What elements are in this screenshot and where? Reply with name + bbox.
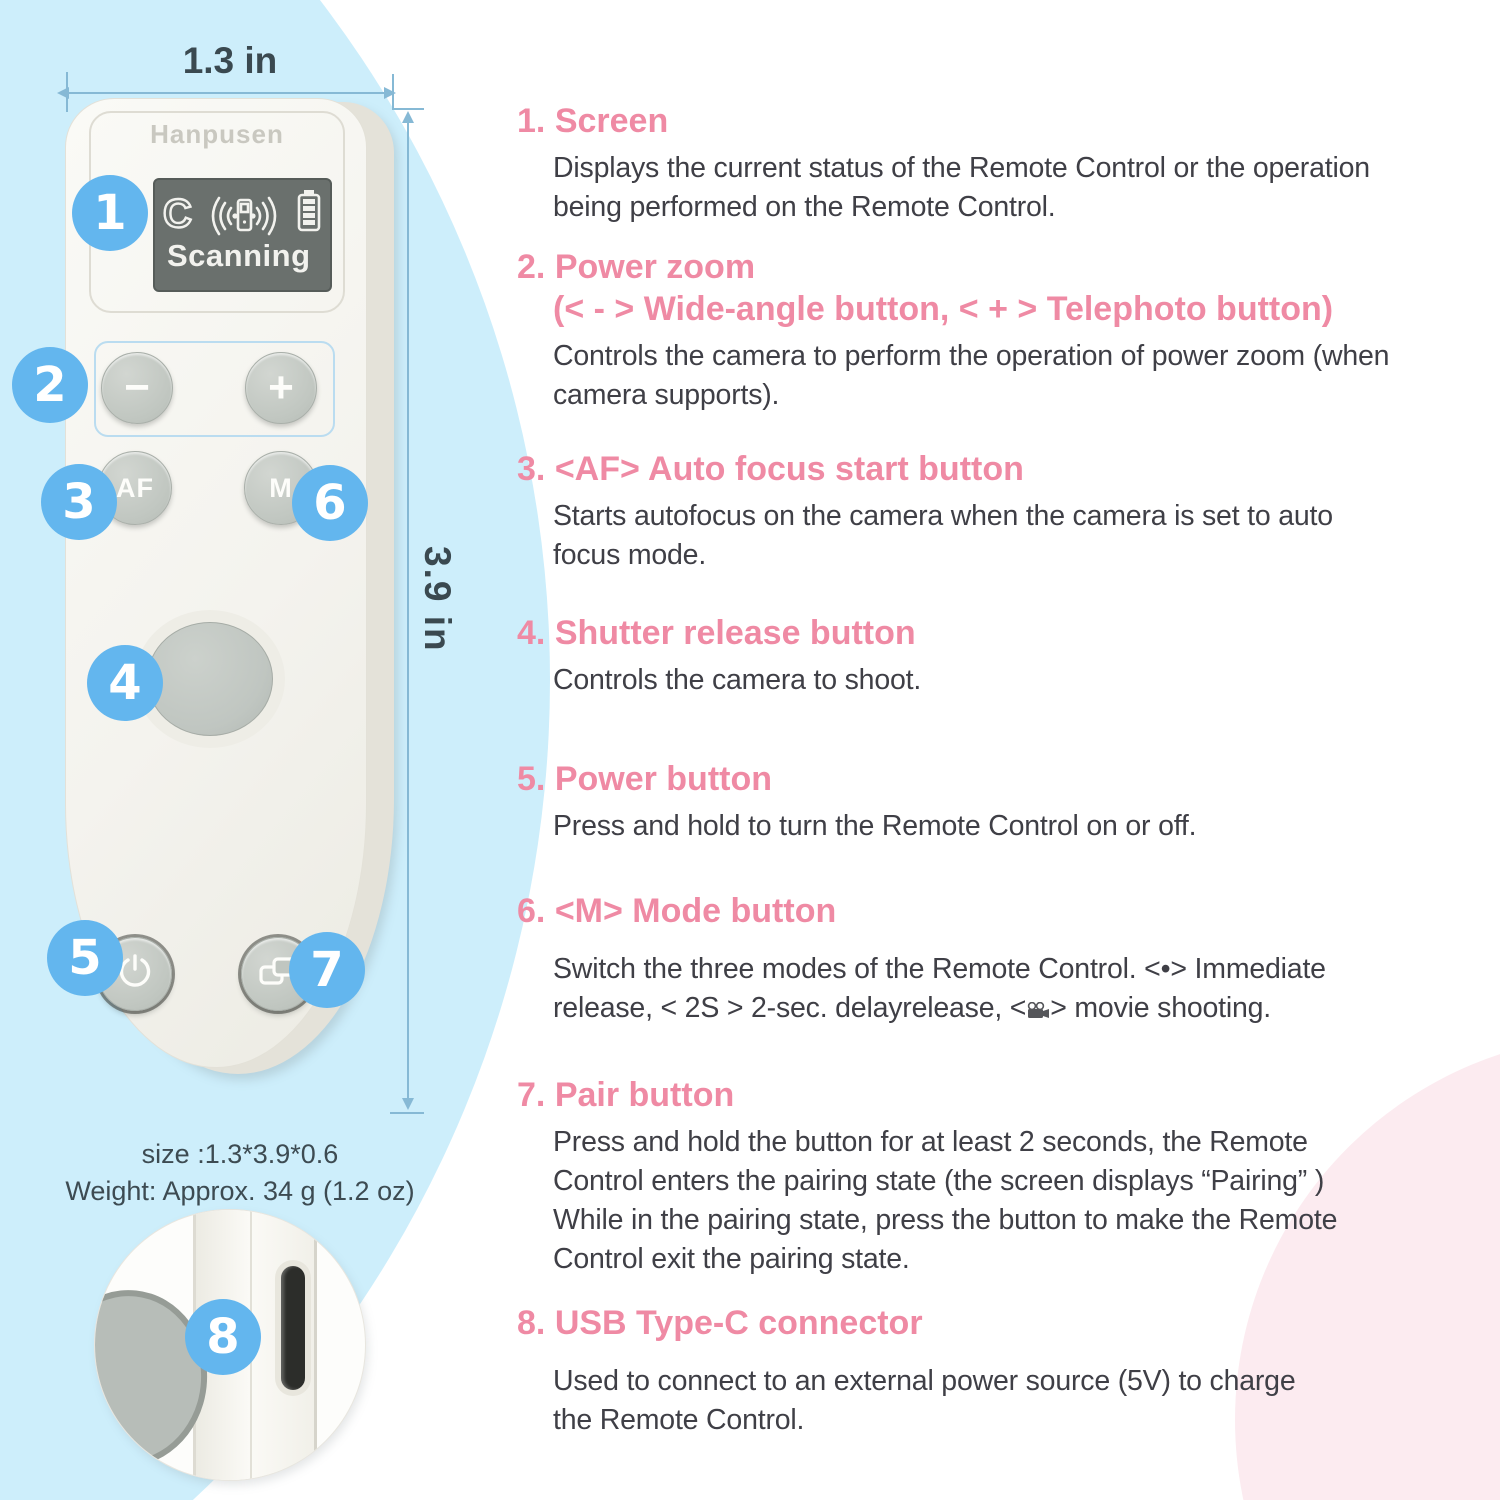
callout-2-power-zoom: 2: [12, 347, 88, 423]
section-af: [517, 448, 1397, 575]
plus-icon: +: [268, 363, 294, 412]
arrow-up-icon: [402, 111, 414, 123]
section-shutter: [517, 612, 1397, 700]
battery-icon: [297, 190, 321, 237]
section-body: Starts autofocus on the camera when the camera is set to auto focus mode.: [553, 500, 1333, 571]
section-body: Displays the current status of the Remote Control or the operation being performed on the Remote Control.: [553, 152, 1370, 223]
section-body: Used to connect to an external power source (5V) to charge the Remote Control.: [553, 1365, 1296, 1436]
usb-type-c-port: [281, 1266, 305, 1390]
wide-angle-button: [101, 352, 173, 424]
section-heading: 8. USB Type-C connector: [517, 1304, 923, 1342]
af-button-label: AF: [116, 472, 154, 503]
mode-button-label: M: [269, 472, 293, 503]
section-body: Switch the three modes of the Remote Control. <•> Immediate release, < 2S > 2-sec. delayrelease, < > movie shooting.: [517, 950, 1397, 1030]
callout-1-screen: 1: [72, 175, 148, 251]
section-heading: 2. Power zoom: [517, 248, 756, 286]
height-dimension-label: 3.9 in: [417, 546, 458, 653]
section-body: Press and hold to turn the Remote Control on or off.: [553, 810, 1197, 842]
callout-6-mode: 6: [292, 465, 368, 541]
section-screen: [517, 100, 1397, 227]
arrow-right-icon: [384, 87, 396, 99]
screen-status-text: Scanning: [167, 238, 311, 273]
shutter-release-button: [147, 622, 273, 736]
height-dimension-line: [407, 113, 409, 1105]
width-dimension-label: 1.3 in: [182, 40, 278, 81]
section-heading: 1. Screen: [517, 102, 669, 140]
brand-label: Hanpusen: [150, 119, 284, 149]
section-body: Controls the camera to shoot.: [553, 664, 922, 696]
arrow-left-icon: [57, 87, 69, 99]
section-mode: [517, 890, 1397, 1030]
section-subheading: (< - > Wide-angle button, < + > Telephoto button): [553, 290, 1334, 328]
section-heading: 7. Pair button: [517, 1076, 735, 1114]
section-heading: 6. <M> Mode button: [517, 892, 837, 930]
dimension-tick: [390, 1112, 424, 1114]
section-usb: [517, 1302, 1337, 1440]
camera-mode-letter: C: [163, 192, 192, 236]
movie-camera-icon: [1026, 991, 1050, 1030]
width-dimension-line: [69, 92, 393, 94]
size-line: size :1.3*3.9*0.6: [141, 1139, 339, 1169]
wireless-pairing-icon: [205, 194, 283, 243]
section-body: Press and hold the button for at least 2 seconds, the Remote Control enters the pairing state (the screen displays “Pairing” ) While in the pairing state, press the button to make the Remote Control exit the pairing state.: [553, 1126, 1338, 1275]
callout-7-pair: 7: [289, 932, 365, 1008]
section-heading: 5. Power button: [517, 760, 773, 798]
section-heading: 4. Shutter release button: [517, 614, 916, 652]
arrow-down-icon: [402, 1098, 414, 1110]
telephoto-button: [245, 352, 317, 424]
section-power-zoom: [517, 246, 1397, 415]
callout-8-usb: 8: [185, 1299, 261, 1375]
spec-note: [55, 1136, 425, 1210]
section-heading: 3. <AF> Auto focus start button: [517, 450, 1024, 488]
minus-icon: −: [124, 363, 150, 412]
callout-3-af: 3: [41, 464, 117, 540]
callout-5-power: 5: [47, 920, 123, 996]
section-pair: [517, 1074, 1397, 1279]
remote-screen: [153, 178, 332, 292]
section-power: [517, 758, 1397, 846]
section-body: Controls the camera to perform the operation of power zoom (when camera supports).: [553, 340, 1390, 411]
dimension-tick: [392, 108, 424, 110]
weight-line: Weight: Approx. 34 g (1.2 oz): [65, 1176, 415, 1206]
callout-4-shutter: 4: [87, 645, 163, 721]
